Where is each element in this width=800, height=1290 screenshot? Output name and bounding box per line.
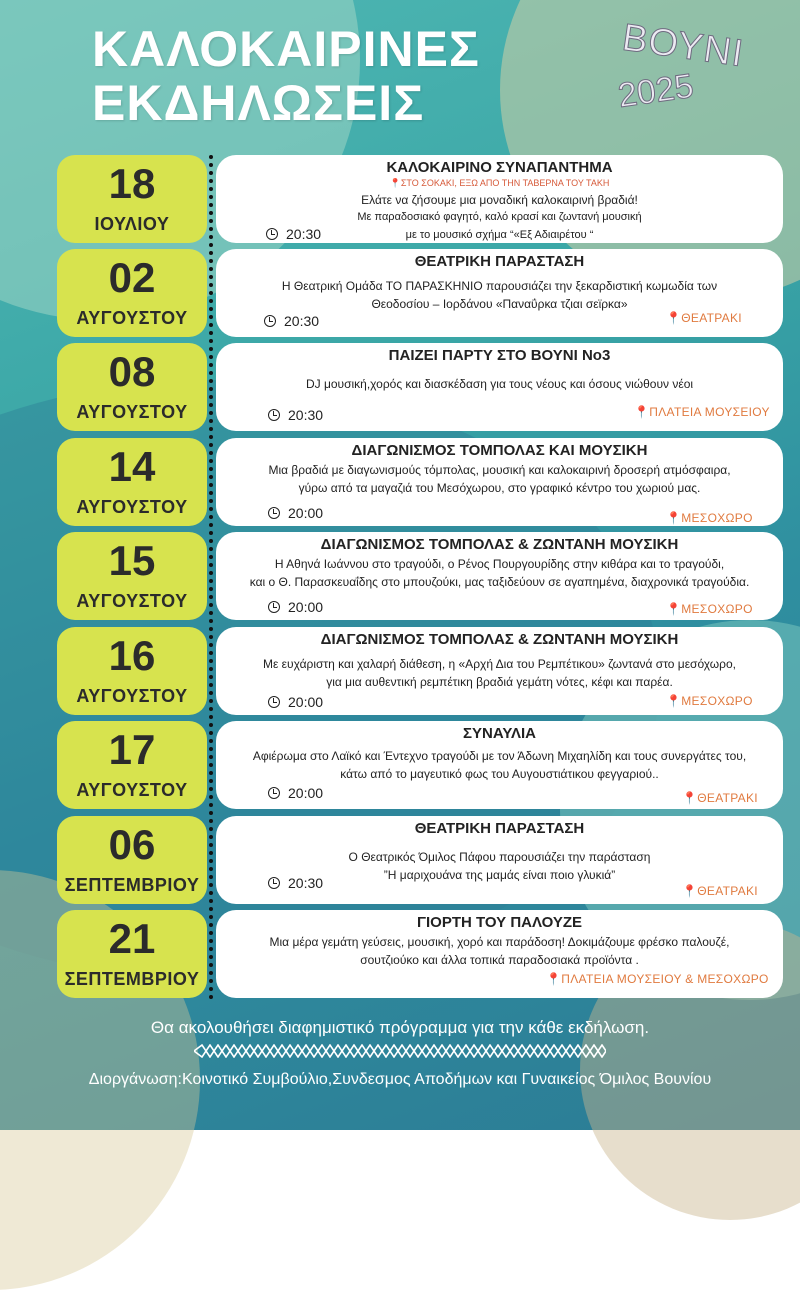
event-subtitle: 📍ΣΤΟ ΣΟΚΑΚΙ, ΕΞΩ ΑΠΟ ΤΗΝ ΤΑΒΕΡΝΑ ΤΟΥ ΤΑΚΗ — [389, 178, 610, 188]
event-date-badge — [57, 816, 207, 904]
event-title: ΓΙΟΡΤΗ ΤΟΥ ΠΑΛΟΥΖΕ — [416, 914, 583, 931]
event-day: 18 — [108, 160, 156, 207]
event-location — [546, 972, 769, 986]
event-description: κάτω από το μαγευτικό φως του Αυγουστιάτικου φεγγαριού.. — [340, 767, 659, 781]
event-day: 15 — [108, 537, 156, 584]
event-month: ΑΥΓΟΥΣΤΟΥ — [76, 780, 188, 800]
clock-icon — [266, 228, 278, 240]
event-title: ΣΥΝΑΥΛΙΑ — [463, 725, 536, 742]
event-day: 14 — [108, 443, 156, 490]
location-pin-icon: 📍 — [666, 511, 682, 525]
location-pin-icon: 📍 — [666, 602, 682, 616]
location-pin-icon: 📍 — [682, 884, 698, 898]
event-day: 16 — [108, 632, 156, 679]
event-date-badge — [57, 910, 207, 998]
event-card — [216, 721, 783, 809]
event-day: 17 — [108, 726, 156, 773]
event-month: ΙΟΥΛΙΟΥ — [94, 214, 170, 234]
title-line-2: ΕΚΔΗΛΩΣΕΙΣ — [92, 75, 425, 131]
event-location-label: ΜΕΣΟΧΩΡΟ — [681, 511, 753, 525]
event-date-badge — [57, 155, 207, 243]
zigzag-divider — [194, 1044, 606, 1058]
event-time: 20:30 — [284, 313, 320, 329]
page-title — [92, 22, 480, 130]
event-location — [666, 511, 753, 525]
event-row — [0, 249, 800, 337]
event-location — [666, 602, 753, 616]
clock-icon — [268, 877, 280, 889]
event-time: 20:00 — [288, 505, 324, 521]
event-description: και ο Θ. Παρασκευαΐδης στο μπουζούκι, μας ταξιδεύουν σε αγαπημένα, διαχρονικά τραγούδια. — [249, 575, 750, 589]
event-row — [0, 627, 800, 715]
event-description: DJ μουσική,χορός και διασκέδαση για τους νέους και όσους νιώθουν νέοι — [305, 377, 694, 391]
event-description: Ελάτε να ζήσουμε μια μοναδική καλοκαιρινή βραδιά! — [361, 193, 638, 207]
location-pin-icon: 📍 — [634, 405, 650, 419]
organizers: Διοργάνωση:Κοινοτικό Συμβούλιο,Συνδεσμος Αποδήμων και Γυναικείος Όμιλος Βουνίου — [88, 1071, 712, 1088]
event-date-badge — [57, 532, 207, 620]
event-date-badge — [57, 721, 207, 809]
clock-icon — [268, 409, 280, 421]
event-title: ΔΙΑΓΩΝΙΣΜΟΣ ΤΟΜΠΟΛΑΣ & ΖΩΝΤΑΝΗ ΜΟΥΣΙΚΗ — [320, 536, 679, 553]
event-description: Θεοδοσίου – Ιορδάνου «Παναΰρκα τζιαι σεϊρκα» — [371, 297, 628, 311]
event-location-label: ΠΛΑΤΕΙΑ ΜΟΥΣΕΙΟΥ — [649, 405, 770, 419]
event-description: με το μουσικό σχήμα “«Εξ Αδιαιρέτου “ — [405, 229, 594, 241]
event-location — [666, 694, 753, 708]
event-row — [0, 155, 800, 243]
event-row — [0, 816, 800, 904]
clock-icon — [268, 787, 280, 799]
event-description: σουτζιούκο και άλλα τοπικά παραδοσιακά προϊόντα . — [360, 953, 639, 967]
event-description: Αφιέρωμα στο Λαϊκό και Έντεχνο τραγούδι με τον Άδωνη Μιχαηλίδη και τους συνεργάτες του, — [252, 749, 747, 763]
event-location — [682, 791, 758, 805]
event-month: ΑΥΓΟΥΣΤΟΥ — [76, 686, 188, 706]
location-pin-icon: 📍 — [682, 791, 698, 805]
event-description: γύρω από τα μαγαζιά του Μεσόχωρου, στο γραφικό κέντρο του χωριού μας. — [298, 481, 701, 495]
event-month: ΑΥΓΟΥΣΤΟΥ — [76, 402, 188, 422]
village-name: ΒΟΥΝΙ — [619, 16, 747, 76]
event-month: ΑΥΓΟΥΣΤΟΥ — [76, 308, 188, 328]
event-time: 20:00 — [288, 694, 324, 710]
event-time: 20:00 — [288, 785, 324, 801]
event-date-badge — [57, 627, 207, 715]
event-day: 06 — [108, 821, 156, 868]
clock-icon — [268, 507, 280, 519]
event-card — [216, 627, 783, 715]
event-title: ΠΑΙΖΕΙ ΠΑΡΤΥ ΣΤΟ ΒΟΥΝΙ Νο3 — [388, 347, 611, 364]
event-title: ΘΕΑΤΡΙΚΗ ΠΑΡΑΣΤΑΣΗ — [414, 253, 585, 270]
clock-icon — [268, 601, 280, 613]
event-day: 02 — [108, 254, 156, 301]
event-row — [0, 910, 800, 998]
event-description: Με ευχάριστη και χαλαρή διάθεση, η «Αρχή Δια του Ρεμπέτικου» ζωντανά στο μεσόχωρο, — [263, 657, 736, 671]
event-card — [216, 438, 783, 526]
clock-icon — [268, 696, 280, 708]
location-pin-icon: 📍 — [546, 972, 562, 986]
event-location-label: ΘΕΑΤΡΑΚΙ — [697, 884, 758, 898]
event-title: ΔΙΑΓΩΝΙΣΜΟΣ ΤΟΜΠΟΛΑΣ & ΖΩΝΤΑΝΗ ΜΟΥΣΙΚΗ — [320, 631, 679, 648]
event-description: για μια αυθεντική ρεμπέτικη βραδιά γεμάτη νότες, κέφι και παρέα. — [326, 675, 673, 689]
event-time: 20:00 — [288, 599, 324, 615]
footer-note: Θα ακολουθήσει διαφημιστικό πρόγραμμα για την κάθε εκδήλωση. — [150, 1018, 650, 1037]
event-date-badge — [57, 438, 207, 526]
event-time: 20:30 — [286, 226, 322, 242]
event-title: ΘΕΑΤΡΙΚΗ ΠΑΡΑΣΤΑΣΗ — [414, 820, 585, 837]
event-location — [634, 405, 770, 419]
event-location-label: ΠΛΑΤΕΙΑ ΜΟΥΣΕΙΟΥ & ΜΕΣΟΧΩΡΟ — [561, 972, 769, 986]
event-description: Ο Θεατρικός Όμιλος Πάφου παρουσιάζει την παράσταση — [348, 850, 651, 864]
event-month: ΣΕΠΤΕΜΒΡΙΟΥ — [64, 875, 200, 895]
event-row — [0, 532, 800, 620]
title-line-1: ΚΑΛΟΚΑΙΡΙΝΕΣ — [92, 21, 480, 77]
event-day: 21 — [108, 915, 156, 962]
year-label: 2025 — [615, 66, 696, 116]
event-description: ”Η μαριχουάνα της μαμάς είναι ποιο γλυκιά” — [383, 868, 616, 882]
event-description: Η Θεατρική Ομάδα ΤΟ ΠΑΡΑΣΚΗΝΙΟ παρουσιάζει την ξεκαρδιστική κωμωδία των — [281, 279, 718, 293]
event-row — [0, 438, 800, 526]
event-description: Μια μέρα γεμάτη γεύσεις, μουσική, χορό και παράδοση! Δοκιμάζουμε φρέσκο παλουζέ, — [269, 935, 730, 949]
event-row — [0, 343, 800, 431]
event-month: ΑΥΓΟΥΣΤΟΥ — [76, 497, 188, 517]
event-location-label: ΜΕΣΟΧΩΡΟ — [681, 694, 753, 708]
event-location-label: ΘΕΑΤΡΑΚΙ — [681, 311, 742, 325]
event-card — [216, 532, 783, 620]
location-pin-icon: 📍 — [666, 694, 682, 708]
clock-icon — [264, 315, 276, 327]
event-day: 08 — [108, 348, 156, 395]
event-card — [216, 249, 783, 337]
location-pin-icon: 📍 — [666, 311, 682, 325]
event-title: ΔΙΑΓΩΝΙΣΜΟΣ ΤΟΜΠΟΛΑΣ ΚΑΙ ΜΟΥΣΙΚΗ — [351, 442, 648, 459]
event-card — [216, 816, 783, 904]
event-description: Μια βραδιά με διαγωνισμούς τόμπολας, μουσική και καλοκαιρινή δροσερή ατμόσφαιρα, — [268, 463, 731, 477]
event-month: ΑΥΓΟΥΣΤΟΥ — [76, 591, 188, 611]
event-row — [0, 721, 800, 809]
event-location-label: ΘΕΑΤΡΑΚΙ — [697, 791, 758, 805]
event-date-badge — [57, 249, 207, 337]
event-description: Η Αθηνά Ιωάννου στο τραγούδι, ο Ρένος Πουργουρίδης στην κιθάρα και το τραγούδι, — [274, 557, 725, 571]
event-card — [216, 155, 783, 243]
event-description: Με παραδοσιακό φαγητό, καλό κρασί και ζωντανή μουσική — [357, 211, 642, 223]
event-title: ΚΑΛΟΚΑΙΡΙΝΟ ΣΥΝΑΠΑΝΤΗΜΑ — [386, 159, 613, 176]
event-location-label: ΜΕΣΟΧΩΡΟ — [681, 602, 753, 616]
event-month: ΣΕΠΤΕΜΒΡΙΟΥ — [64, 969, 200, 989]
event-card — [216, 910, 783, 998]
event-time: 20:30 — [288, 407, 324, 423]
event-date-badge — [57, 343, 207, 431]
event-location — [682, 884, 758, 898]
event-time: 20:30 — [288, 875, 324, 891]
event-card — [216, 343, 783, 431]
event-location — [666, 311, 742, 325]
